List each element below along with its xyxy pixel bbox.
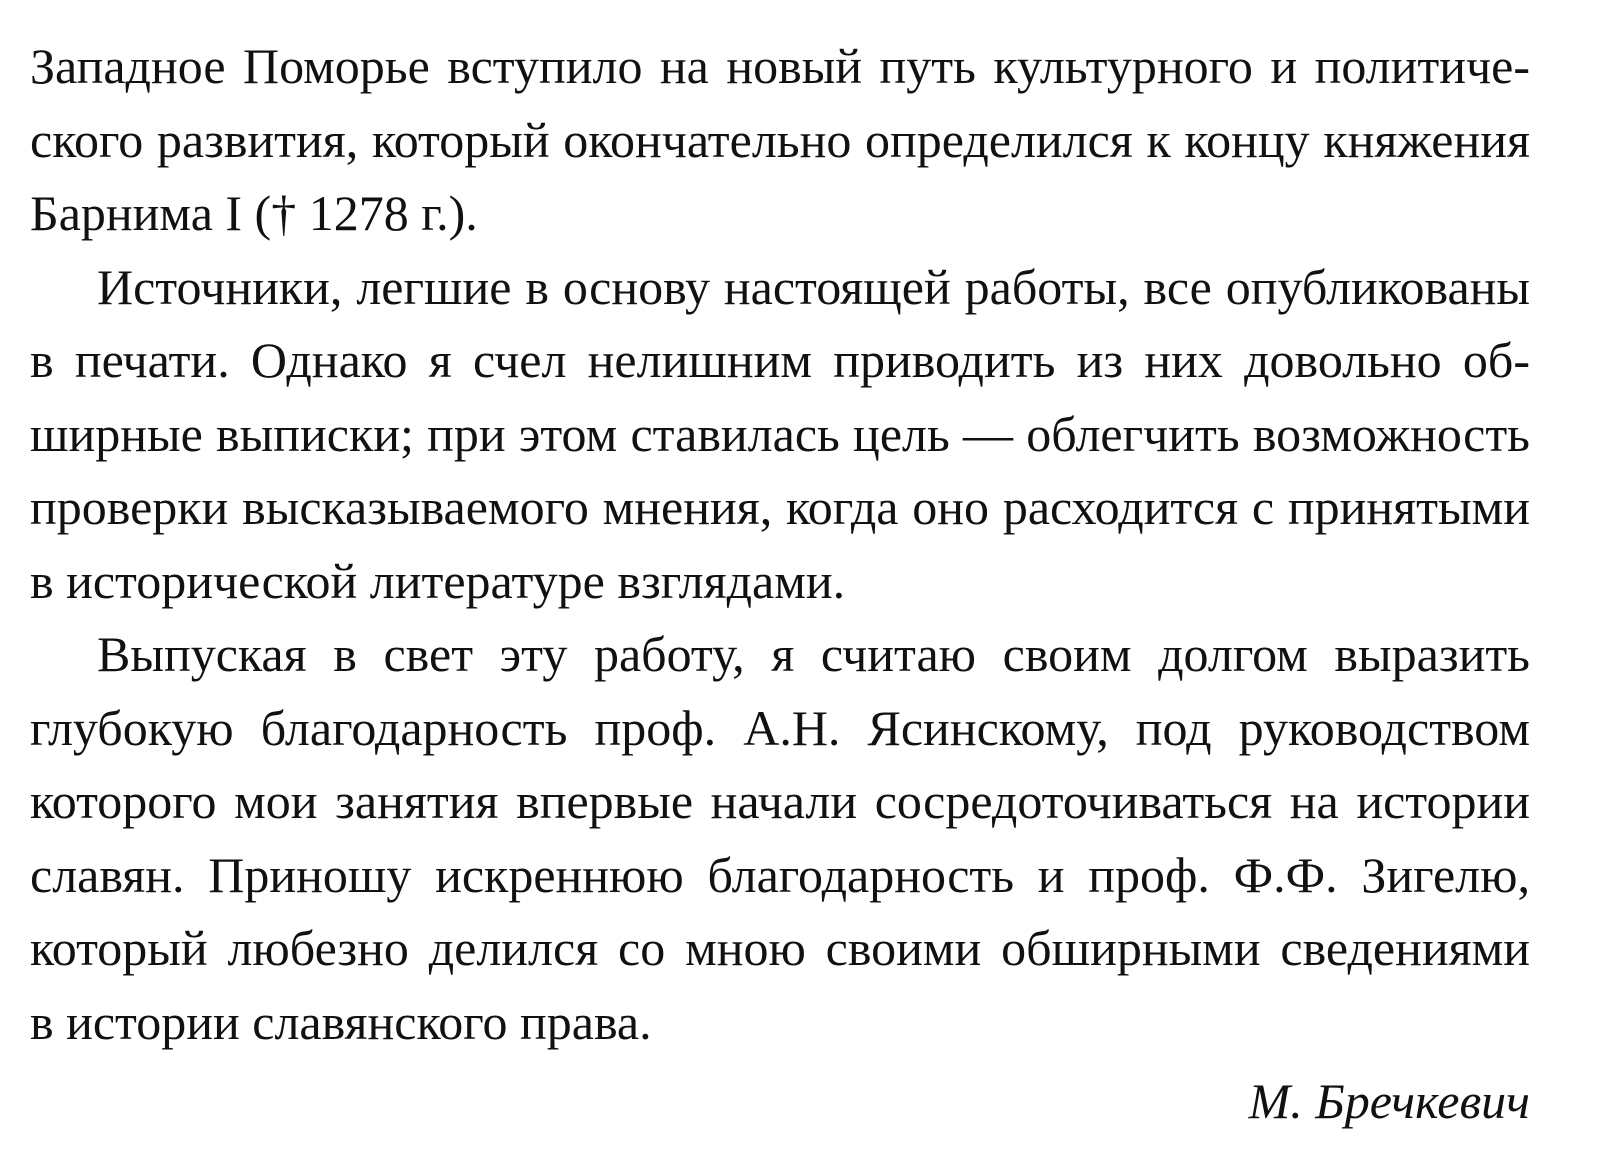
text-line: в исторической литературе взглядами.	[30, 552, 846, 609]
text-line: ширные выписки; при этом ставилась цель — облегчить возможность	[30, 405, 1530, 462]
paragraph-1	[30, 30, 1530, 251]
text-line: ского развития, который окончательно определился к концу княжения	[30, 111, 1530, 168]
paragraph-3	[30, 618, 1530, 1059]
text-line: в печати. Однако я счел нелишним приводить из них довольно об-	[30, 332, 1530, 388]
text-line: глубокую благодарность проф. А.Н. Ясинскому, под руководством	[30, 699, 1530, 756]
paragraph-2	[30, 251, 1530, 619]
document-page	[30, 30, 1530, 1141]
text-line: славян. Приношу искреннюю благодарность и проф. Ф.Ф. Зигелю,	[30, 846, 1530, 903]
text-line: проверки высказываемого мнения, когда оно расходится с принятыми	[30, 479, 1530, 535]
author-signature: М. Бречкевич	[1248, 1073, 1530, 1129]
text-line: Барнима I († 1278 г.).	[30, 185, 478, 241]
text-line: Выпуская в свет эту работу, я считаю своим долгом выразить	[97, 626, 1530, 682]
text-line: который любезно делился со мною своими обширными сведениями	[30, 920, 1530, 976]
text-line: которого мои занятия впервые начали сосредоточиваться на истории	[30, 773, 1530, 829]
text-line: в истории славянского права.	[30, 993, 652, 1050]
text-line: Источники, легшие в основу настоящей работы, все опубликованы	[97, 258, 1530, 315]
text-line: Западное Поморье вступило на новый путь культурного и политиче-	[30, 38, 1530, 94]
